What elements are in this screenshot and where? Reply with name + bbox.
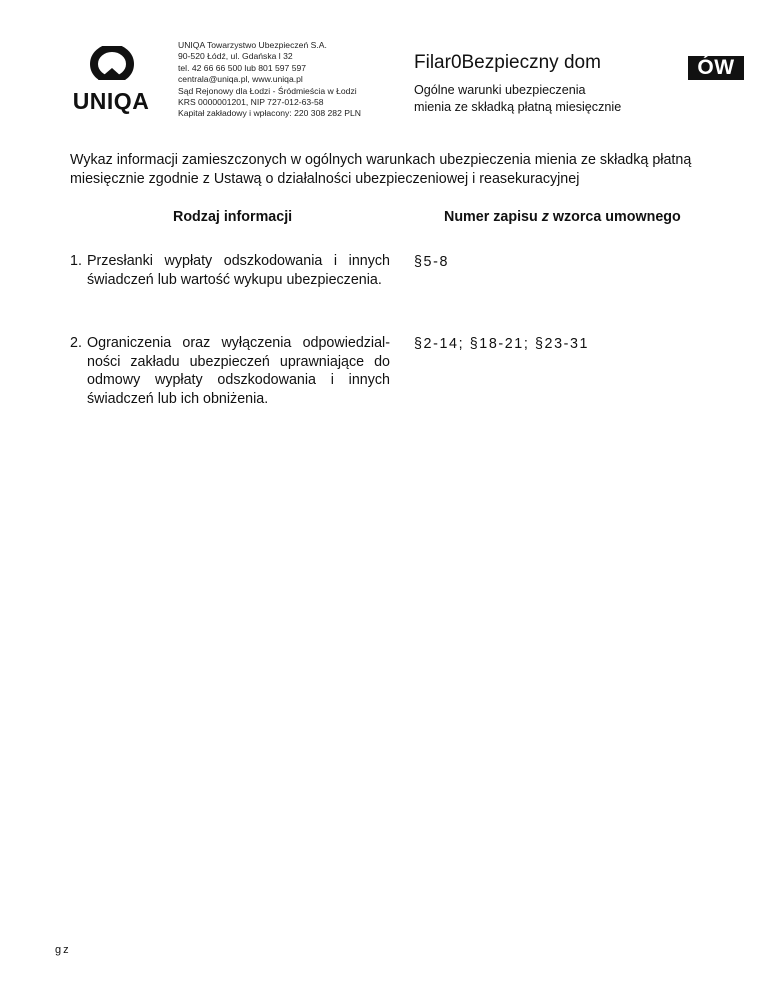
- document-type-badge: ÓW: [688, 56, 744, 80]
- row-reference: §2-14; §18-21; §23-31: [414, 336, 590, 352]
- row-number: 1.: [70, 253, 82, 269]
- row-description: Ograniczenia oraz wyłączenia odpowiedzialności zakładu ubezpieczeń uprawniające do odmowy wypłaty odszkodowania i innych świadczeń lub ich obniżenia.: [87, 335, 390, 407]
- column-header-info-type: Rodzaj informacji: [173, 209, 293, 225]
- intro-paragraph: Wykaz informacji zamieszczonych w ogólnych warunkach ubezpieczenia mienia ze składką płatną miesięcznie zgodnie z Ustawą o działalności ubezpieczeniowej i reasekuracyjnej: [70, 152, 692, 187]
- table-row: [70, 334, 390, 408]
- footer-mark: gz: [55, 944, 71, 956]
- row-description: Przesłanki wypłaty odszkodowania i innych świadczeń lub wartość wykupu ubezpieczenia.: [87, 253, 390, 288]
- product-subtitle-line: mienia ze składką płatną miesięcznie: [414, 100, 622, 114]
- company-line: Kapitał zakładowy i wpłacony: 220 308 282 PLN: [178, 108, 361, 119]
- row-reference: §5-8: [414, 254, 450, 270]
- logo-wordmark: UNIQA: [72, 88, 150, 114]
- company-logo: [66, 46, 156, 116]
- uniqa-logo-icon: [88, 46, 136, 86]
- company-line: Sąd Rejonowy dla Łodzi - Śródmieścia w Łodzi: [178, 85, 357, 96]
- company-line: centrala@uniqa.pl, www.uniqa.pl: [178, 74, 303, 85]
- company-line: KRS 0000001201, NIP 727-012-63-58: [178, 97, 324, 108]
- product-subtitle-line: Ogólne warunki ubezpieczenia: [414, 83, 586, 97]
- company-line: tel. 42 66 66 500 lub 801 597 597: [178, 62, 307, 73]
- product-subtitle: [414, 82, 621, 116]
- company-line: 90-520 Łódź, ul. Gdańska l 32: [178, 51, 293, 62]
- column-header-record-number: Numer zapisu z wzorca umownego: [444, 209, 681, 225]
- company-line: UNIQA Towarzystwo Ubezpieczeń S.A.: [178, 40, 327, 50]
- row-number: 2.: [70, 335, 82, 351]
- table-row: [70, 252, 390, 289]
- company-info: [178, 40, 361, 120]
- product-title: Filar0Bezpieczny dom: [414, 52, 601, 73]
